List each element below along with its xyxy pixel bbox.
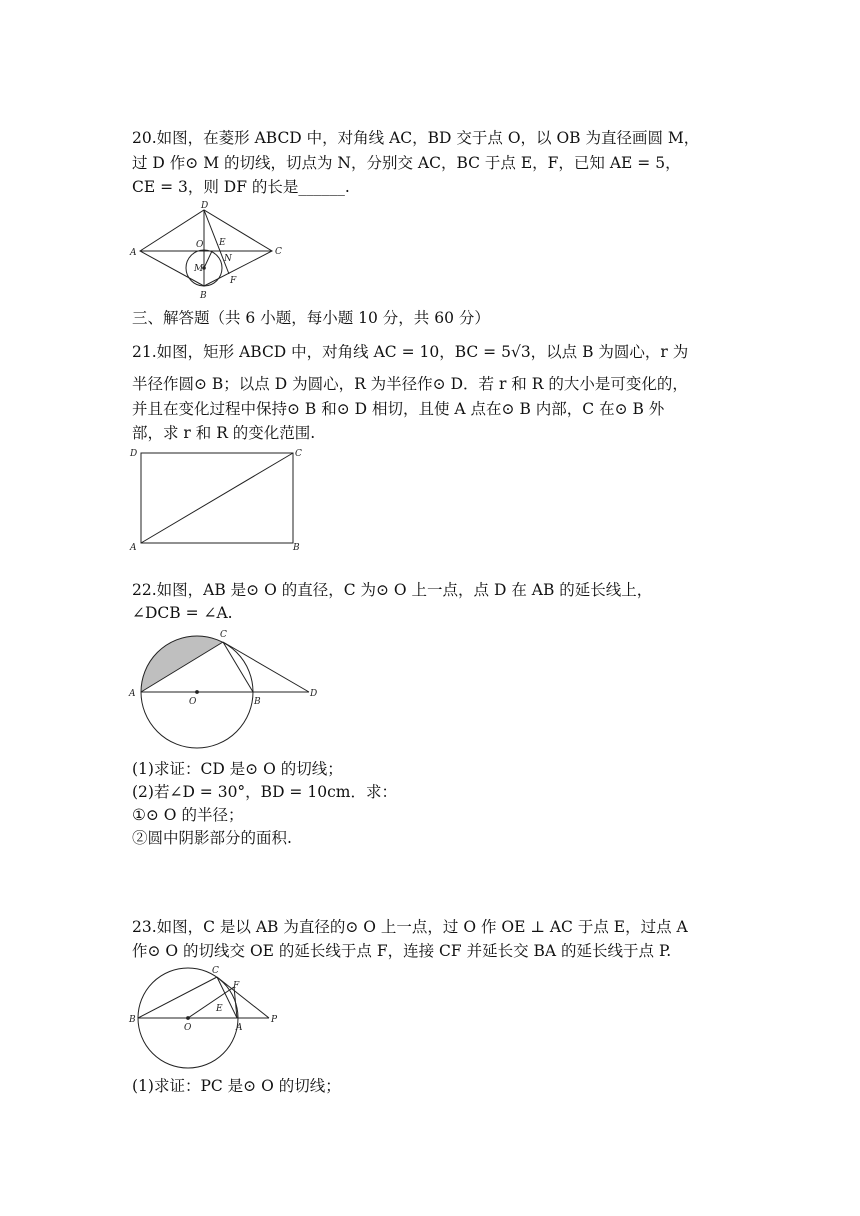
label-f: F <box>230 276 237 286</box>
section-3-heading: 三、解答题（共 6 小题，每小题 10 分，共 60 分） <box>132 309 490 327</box>
q22-sub-2: (2)若∠D = 30°，BD = 10cm．求： <box>132 783 397 801</box>
q23-circle-figure <box>126 962 296 1070</box>
label-c: C <box>275 247 282 257</box>
shaded-region <box>141 636 223 692</box>
q21-line-4: 部，求 r 和 R 的变化范围. <box>132 424 316 442</box>
label-a: A <box>129 689 136 699</box>
segment-ma <box>204 251 212 268</box>
q22-sub-1: (1)求证：CD 是⊙ O 的切线； <box>132 760 343 778</box>
label-a: A <box>130 543 137 552</box>
q21-rectangle-figure <box>126 444 316 552</box>
label-p: P <box>271 1015 278 1025</box>
label-e: E <box>219 238 226 248</box>
tangent-cd <box>223 642 309 692</box>
label-f: F <box>233 981 240 991</box>
q22-sub-4: ②圆中阴影部分的面积. <box>132 829 292 847</box>
q20-line-2: 过 D 作⊙ M 的切线，切点为 N，分别交 AC，BC 于点 E，F，已知 AE = 5， <box>132 154 681 172</box>
line-cp <box>217 977 269 1018</box>
q22-line-1: 22.如图，AB 是⊙ O 的直径，C 为⊙ O 上一点，点 D 在 AB 的延长线上， <box>132 581 653 599</box>
q23-line-1: 23.如图，C 是以 AB 为直径的⊙ O 上一点，过 O 作 OE ⊥ AC 于点 E，过点 A <box>132 918 688 936</box>
label-d: D <box>310 689 318 699</box>
q22-sub-3: ①⊙ O 的半径； <box>132 806 244 824</box>
q20-line-3: CE = 3，则 DF 的长是______. <box>132 178 350 196</box>
q22-circle-figure <box>126 624 326 754</box>
chord-bc <box>138 977 217 1018</box>
label-b: B <box>254 697 261 707</box>
label-m: M <box>194 264 204 274</box>
diagonal-ac <box>141 453 293 543</box>
label-b: B <box>200 291 207 301</box>
label-a: A <box>236 1023 243 1033</box>
q20-rhombus-figure <box>126 198 286 302</box>
label-d: D <box>130 449 138 459</box>
center-o-dot <box>196 691 199 694</box>
q21-line-2: 半径作圆⊙ B；以点 D 为圆心，R 为半径作⊙ D．若 r 和 R 的大小是可变化的， <box>132 375 688 393</box>
label-c: C <box>220 630 227 640</box>
label-a: A <box>130 248 137 258</box>
q22-line-2: ∠DCB = ∠A. <box>132 604 233 622</box>
q21-line-1: 21.如图，矩形 ABCD 中，对角线 AC = 10，BC = 5√3，以点 B 为圆心，r 为 <box>132 343 689 361</box>
q23-sub-1: (1)求证：PC 是⊙ O 的切线； <box>132 1077 341 1095</box>
label-c: C <box>212 966 219 976</box>
q20-line-1: 20.如图，在菱形 ABCD 中，对角线 AC，BD 交于点 O，以 OB 为直径画圆 M， <box>132 129 700 147</box>
label-o: O <box>196 240 204 250</box>
segment-of <box>188 987 234 1018</box>
label-e: E <box>216 1004 223 1014</box>
center-o-dot <box>187 1017 190 1020</box>
label-c: C <box>295 449 302 459</box>
label-b: B <box>129 1015 136 1025</box>
q21-line-3: 并且在变化过程中保持⊙ B 和⊙ D 相切，且使 A 点在⊙ B 内部，C 在⊙ B 外 <box>132 400 665 418</box>
q23-line-2: 作⊙ O 的切线交 OE 的延长线于点 F，连接 CF 并延长交 BA 的延长线于点 P. <box>132 942 672 960</box>
label-d: D <box>201 201 209 211</box>
label-b: B <box>293 543 300 552</box>
label-o: O <box>189 697 197 707</box>
rhombus-abcd <box>140 210 272 286</box>
chord-cb <box>223 642 253 692</box>
label-o: O <box>184 1023 192 1033</box>
label-n: N <box>224 254 232 264</box>
